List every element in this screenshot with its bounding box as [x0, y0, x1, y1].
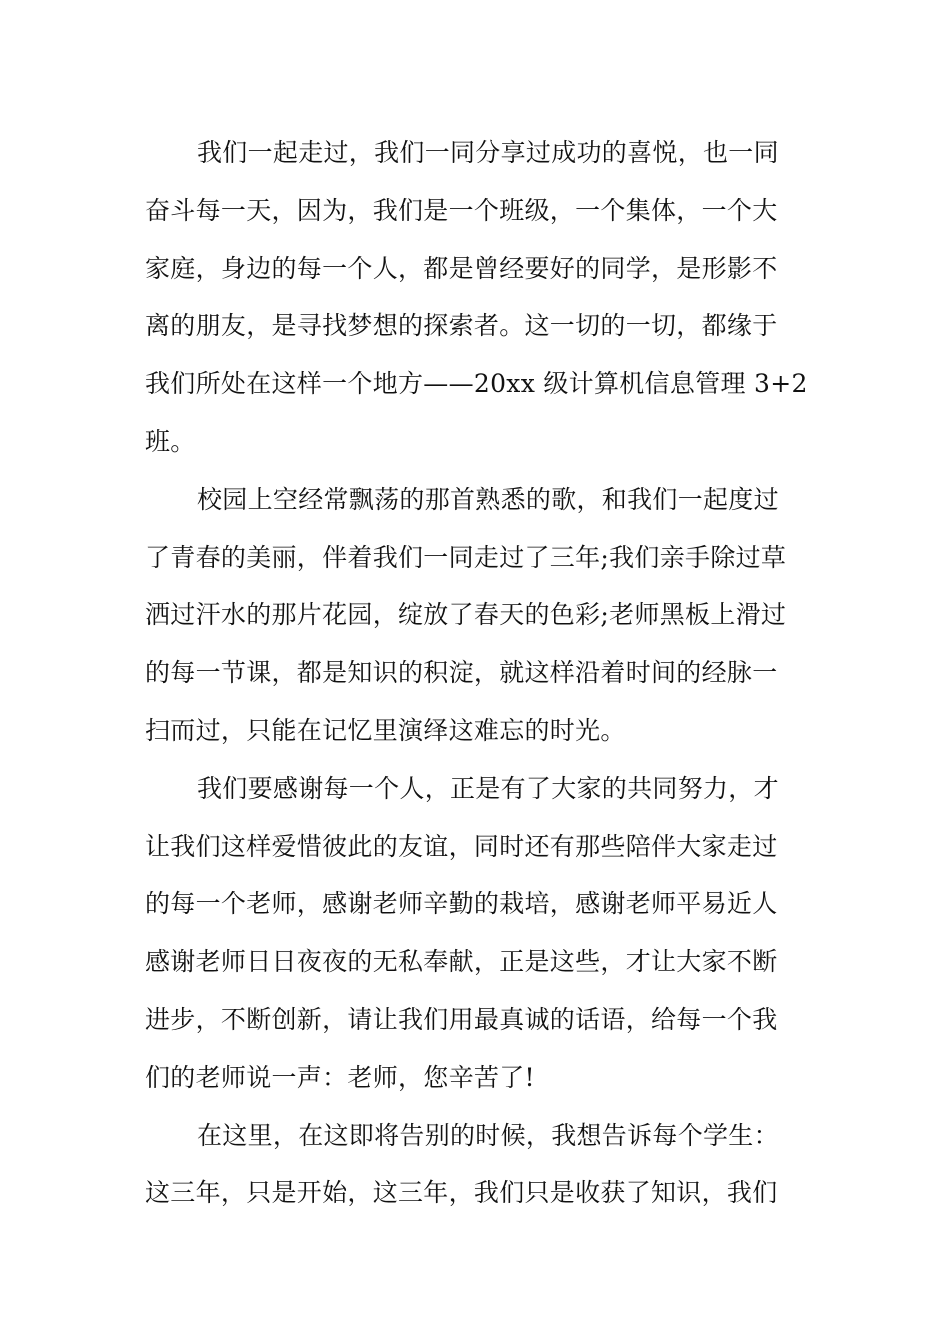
text-line: 我们所处在这样一个地方——20xx 级计算机信息管理 3+2 — [145, 369, 808, 399]
text-line: 的每一节课，都是知识的积淀，就这样沿着时间的经脉一 — [145, 658, 778, 688]
text-line: 扫而过，只能在记忆里演绎这难忘的时光。 — [145, 715, 626, 745]
text-line: 我们一起走过，我们一同分享过成功的喜悦，也一同 — [197, 138, 779, 167]
paragraph-1 — [145, 124, 815, 471]
text-line: 家庭，身边的每一个人，都是曾经要好的同学，是形影不 — [145, 253, 778, 283]
text-line: 在这里，在这即将告别的时候，我想告诉每个学生： — [197, 1120, 779, 1150]
document-body — [145, 124, 815, 1222]
text-line: 奋斗每一天，因为，我们是一个班级，一个集体，一个大 — [145, 195, 778, 225]
paragraph-4 — [145, 1107, 815, 1223]
text-line: 进步，不断创新，请让我们用最真诚的话语，给每一个我 — [145, 1004, 778, 1034]
text-line: 让我们这样爱惜彼此的友谊，同时还有那些陪伴大家走过 — [145, 831, 778, 861]
text-line: 这三年，只是开始，这三年，我们只是收获了知识，我们 — [145, 1178, 778, 1208]
text-line: 了青春的美丽，伴着我们一同走过了三年;我们亲手除过草 — [145, 542, 787, 572]
paragraph-3 — [145, 760, 815, 1107]
text-line: 的每一个老师，感谢老师辛勤的栽培，感谢老师平易近人 — [145, 889, 778, 919]
text-line: 班。 — [145, 426, 196, 456]
paragraph-2 — [145, 471, 815, 760]
text-line: 校园上空经常飘荡的那首熟悉的歌，和我们一起度过 — [197, 484, 779, 514]
text-line: 感谢老师日日夜夜的无私奉献，正是这些，才让大家不断 — [145, 947, 778, 977]
text-line: 离的朋友，是寻找梦想的探索者。这一切的一切，都缘于 — [145, 311, 778, 341]
text-line: 洒过汗水的那片花园，绽放了春天的色彩;老师黑板上滑过 — [145, 600, 787, 630]
text-line: 我们要感谢每一个人，正是有了大家的共同努力，才 — [197, 773, 779, 803]
text-line: 们的老师说一声：老师，您辛苦了! — [145, 1062, 535, 1092]
